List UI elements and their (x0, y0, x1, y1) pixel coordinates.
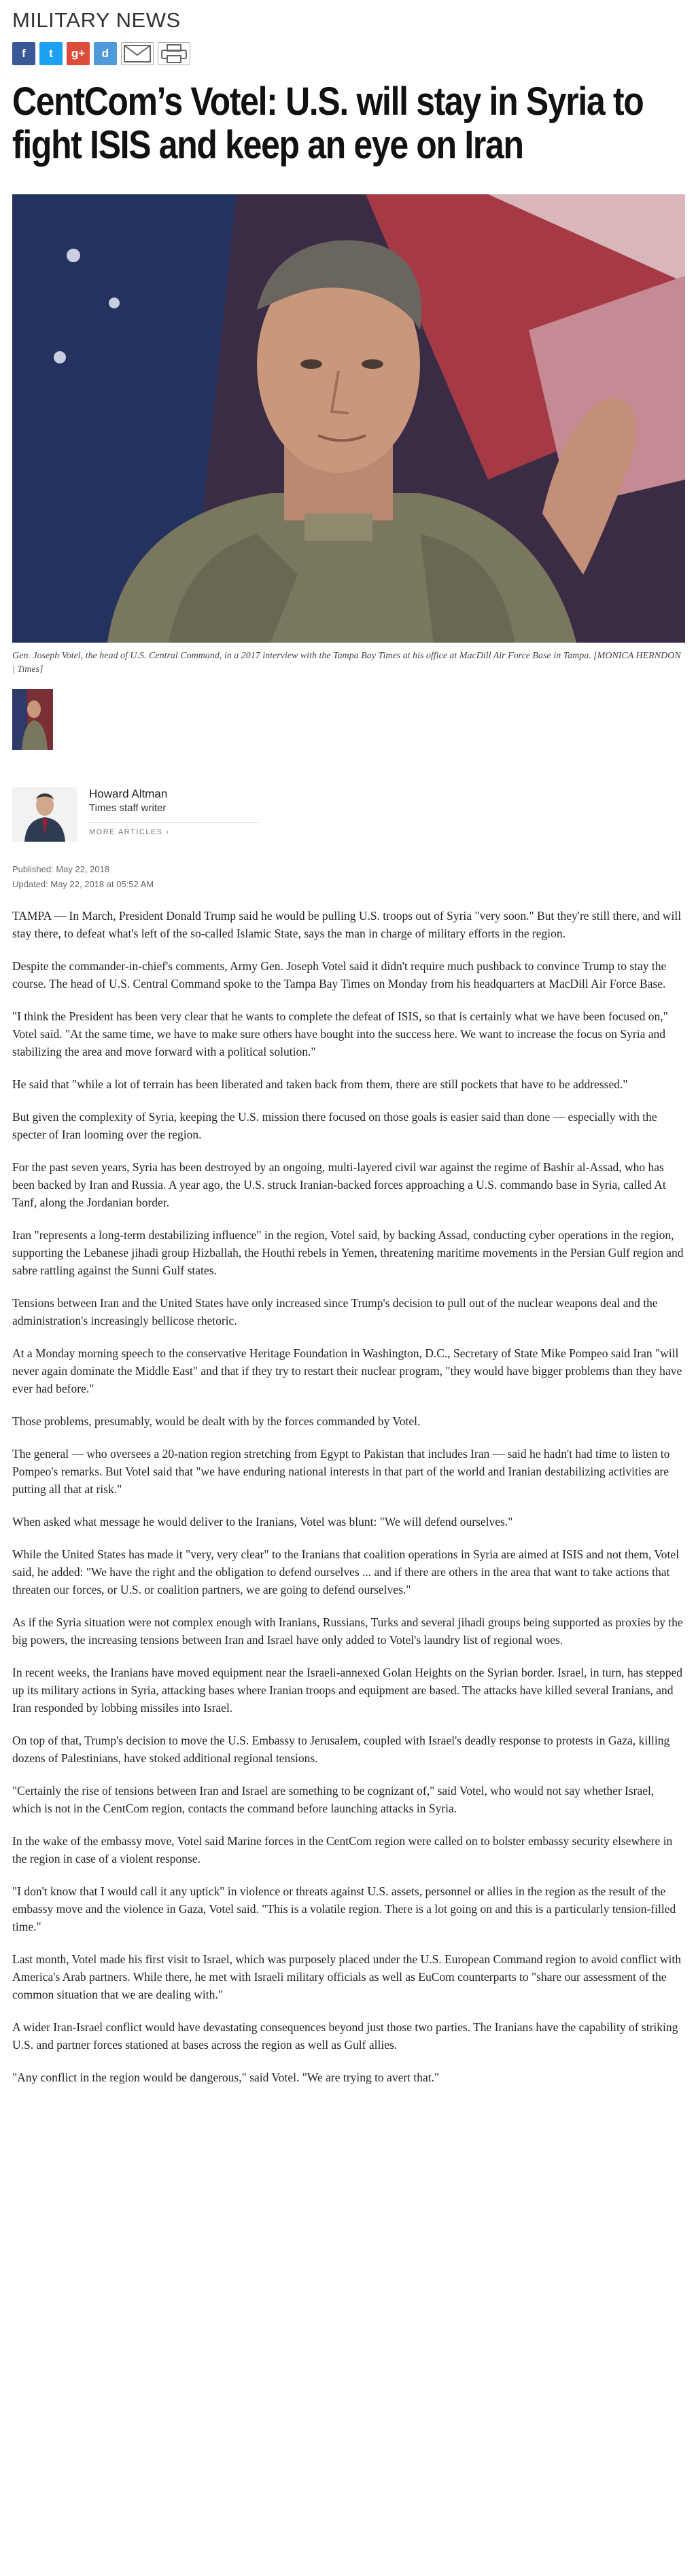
body-paragraph: TAMPA — In March, President Donald Trump said he would be pulling U.S. troops out of Syria "very soon." But they're still there, and will stay there, to defeat what's left of the so-called Islamic State, says the man in charge of military efforts in the region. (12, 909, 682, 940)
author-role: Times staff writer (89, 802, 167, 814)
gallery-thumbnail[interactable] (12, 689, 53, 750)
body-paragraph: While the United States has made it "very, very clear" to the Iranians that coalition operations in Syria are aimed at ISIS and not them, Votel said, he added: "We have the right and the obligation to defend ourselves ... and if there are others in the area that want to take actions that threaten our forces, or U.S. or coalition partners, we are going to defend ourselves." (12, 1548, 680, 1596)
digg-share-button[interactable] (94, 42, 117, 65)
photo-caption: Gen. Joseph Votel, the head of U.S. Central Command, in a 2017 interview with the Tampa Bay Times at his office at MacDill Air Force Base in Tampa. [MONICA HERNDON | Times] (12, 651, 681, 675)
body-paragraph: On top of that, Trump's decision to move the U.S. Embassy to Jerusalem, coupled with Israel's deadly response to protests in Gaza, killing dozens of Palestinians, have stoked additional regional tensions. (12, 1734, 670, 1765)
body-paragraph: "Any conflict in the region would be dangerous," said Votel. "We are trying to avert that." (12, 2071, 440, 2084)
author-block (12, 787, 685, 842)
body-paragraph: At a Monday morning speech to the conservative Heritage Foundation in Washington, D.C., Secretary of State Mike Pompeo said Iran "will never again dominate the Middle East" and that if they try to restart their nuclear program, "they would have bigger problems than they have ever had before." (12, 1346, 682, 1395)
body-paragraph: He said that "while a lot of terrain has been liberated and taken back from them, there are still pockets that have to be addressed." (12, 1077, 628, 1091)
body-paragraph: Those problems, presumably, would be dealt with by the forces commanded by Votel. (12, 1414, 421, 1428)
body-paragraph: In recent weeks, the Iranians have moved equipment near the Israeli-annexed Golan Heights on the Syrian border. Israel, in turn, has stepped up its military actions in Syria, attacking bases where Iranian troops and equipment are based. The attacks have killed several Iranians, and Iran responded by lobbing missiles into Israel. (12, 1666, 682, 1715)
body-paragraph: The general — who oversees a 20-nation region stretching from Egypt to Pakistan that includes Iran — said he hadn't had time to listen to Pompeo's remarks. But Votel said that "we have enduring national interests in that part of the world and Iranian destabilizing activities are putting all that at risk." (12, 1447, 670, 1496)
body-paragraph: "Certainly the rise of tensions between Iran and Israel are something to be cognizant of," said Votel, who would not say whether Israel, which is not in the CentCom region, contacts the command before launching attacks in Syria. (12, 1784, 655, 1815)
updated-date: Updated: May 22, 2018 at 05:52 AM (12, 879, 154, 889)
hero-photo (12, 194, 685, 643)
votel-portrait-image (12, 194, 685, 643)
author-avatar[interactable] (12, 787, 77, 842)
share-bar (12, 42, 685, 65)
article-dates (12, 862, 685, 892)
googleplus-icon: g+ (71, 47, 86, 60)
thumbnail-image (12, 689, 53, 750)
body-paragraph: But given the complexity of Syria, keeping the U.S. mission there focused on those goals is easier said than done — especially with the specter of Iran looming over the region. (12, 1110, 657, 1141)
body-paragraph: "I think the President has been very clear that he wants to complete the defeat of ISIS, so that is certainly what we have been focused on," Votel said. "At the same time, we have to make sure others have bought into the success here. We want to increase the focus on Syria and stabilizing the area and move forward with a political solution." (12, 1009, 668, 1058)
digg-icon: d (101, 47, 109, 60)
more-articles-link[interactable]: MORE ARTICLES › (89, 822, 259, 836)
facebook-icon: f (22, 47, 26, 60)
envelope-icon (124, 45, 151, 62)
article-body (12, 907, 685, 2086)
twitter-icon: t (49, 47, 53, 60)
print-button[interactable] (158, 42, 190, 65)
headline: CentCom’s Votel: U.S. will stay in Syria to fight ISIS and keep an eye on Iran (12, 79, 644, 167)
body-paragraph: Tensions between Iran and the United States have only increased since Trump's decision to pull out of the nuclear weapons deal and the administration's increasingly bellicose rhetoric. (12, 1296, 658, 1327)
body-paragraph: For the past seven years, Syria has been destroyed by an ongoing, multi-layered civil war against the regime of Bashir al-Assad, who has been backed by Iran and Russia. A year ago, the U.S. struck Iranian-backed forces approaching a U.S. commando base in Syria, called At Tanf, along the Jordanian border. (12, 1160, 666, 1209)
googleplus-share-button[interactable] (67, 42, 90, 65)
body-paragraph: In the wake of the embassy move, Votel said Marine forces in the CentCom region were called on to bolster embassy security elsewhere in the region in case of a violent response. (12, 1834, 673, 1865)
body-paragraph: Iran "represents a long-term destabilizing influence" in the region, Votel said, by backing Assad, conducting cyber operations in the region, supporting the Lebanese jihadi group Hizballah, the Houthi rebels in Yemen, threatening maritime movements in the Persian Gulf region and sabre rattling against the Sunni Gulf states. (12, 1228, 684, 1277)
published-date: Published: May 22, 2018 (12, 864, 110, 874)
body-paragraph: "I don't know that I would call it any uptick" in violence or threats against U.S. assets, personnel or allies in the region as the result of the embassy move and the violence in Gaza, Votel said. "This is a volatile region. There is a lot going on and this is a particularly tension-filled time." (12, 1884, 676, 1933)
body-paragraph: As if the Syria situation were not complex enough with Iranians, Russians, Turks and several jihadi groups being supported as proxies by the big powers, the increasing tensions between Iran and Israel have only added to Votel's laundry list of regional woes. (12, 1615, 683, 1647)
body-paragraph: Last month, Votel made his first visit to Israel, which was purposely placed under the U.S. European Command region to avoid conflict with America's Arab partners. While there, he met with Israeli military officials as well as EuCom counterparts to "share our assessment of the common situation that we are dealing with." (12, 1952, 682, 2001)
author-name[interactable]: Howard Altman (89, 787, 168, 800)
article-page (12, 0, 685, 2101)
author-info (89, 787, 259, 836)
facebook-share-button[interactable] (12, 42, 35, 65)
body-paragraph: When asked what message he would deliver to the Iranians, Votel was blunt: "We will defend ourselves." (12, 1515, 513, 1528)
section-label[interactable]: MILITARY NEWS (12, 8, 181, 32)
author-photo-image (12, 787, 77, 842)
twitter-share-button[interactable] (39, 42, 63, 65)
email-share-button[interactable] (121, 42, 154, 65)
body-paragraph: A wider Iran-Israel conflict would have devastating consequences beyond just those two parties. The Iranians have the capability of striking U.S. and partner forces stationed at bases across the region as well as Gulf allies. (12, 2020, 678, 2052)
printer-icon (160, 44, 188, 63)
body-paragraph: Despite the commander-in-chief's comments, Army Gen. Joseph Votel said it didn't require much pushback to convince Trump to stay the course. The head of U.S. Central Command spoke to the Tampa Bay Times on Monday from his headquarters at MacDill Air Force Base. (12, 959, 667, 990)
